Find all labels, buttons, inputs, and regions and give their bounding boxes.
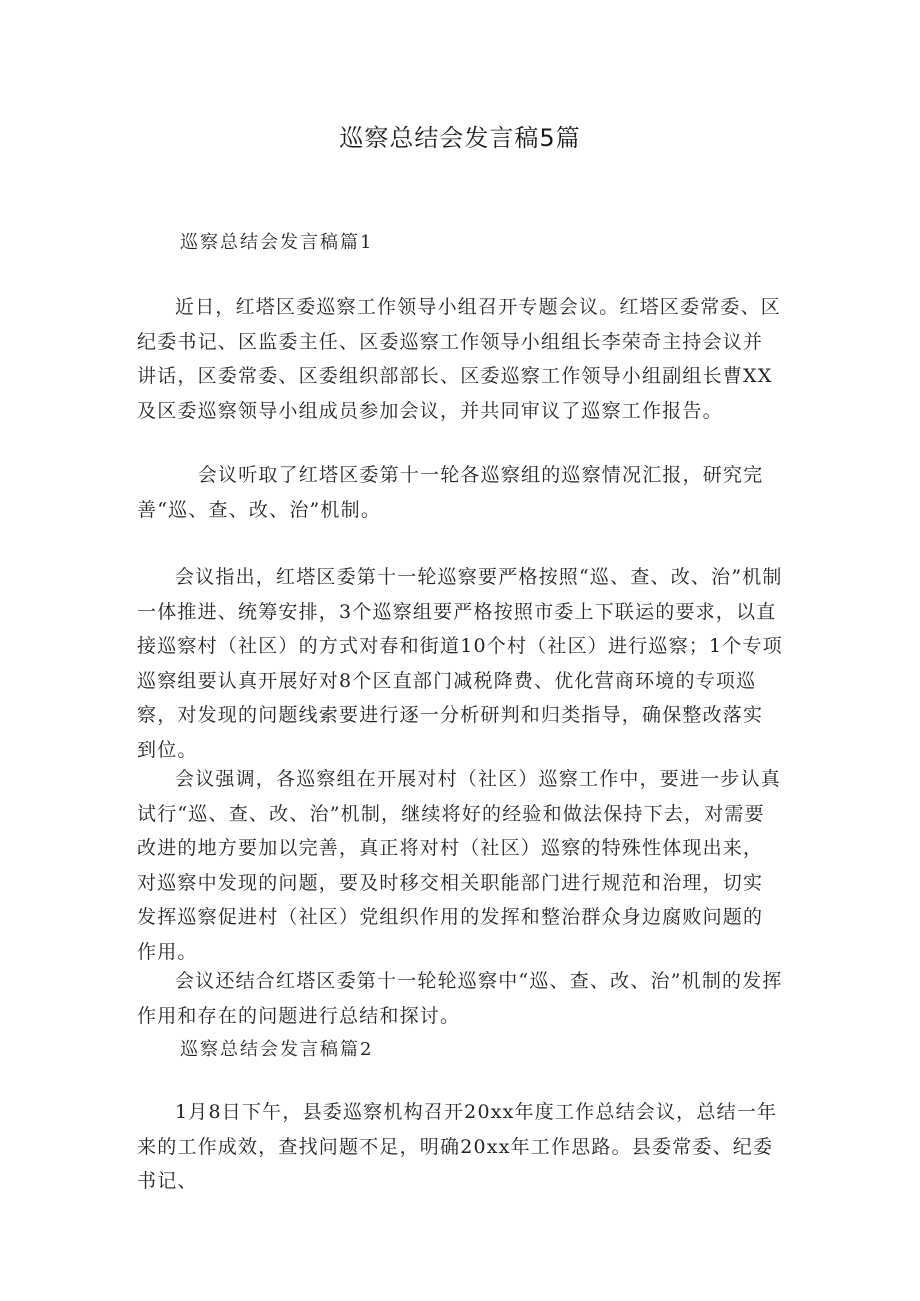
- section-2-heading: 巡察总结会发言稿篇2: [180, 1039, 374, 1060]
- paragraph-3: 会议指出，红塔区委第十一轮巡察要严格按照“巡、查、改、治”机制一体推进、统筹安排，3个巡察组要严格按照市委上下联运的要求，以直接巡察村（社区）的方式对春和街道10个村（社区）进行巡察；1个专项巡察组要认真开展好对8个区直部门减税降费、优化营商环境的专项巡察，对发现的问题线索要进行逐一分析研判和归类指导，确保整改落实到位。: [137, 566, 783, 761]
- section-1-heading: 巡察总结会发言稿篇1: [180, 232, 374, 253]
- paragraph-5: 会议还结合红塔区委第十一轮轮巡察中“巡、查、改、治”机制的发挥作用和存在的问题进行总结和探讨。: [137, 970, 783, 1027]
- document-title: 巡察总结会发言稿5篇: [339, 124, 581, 152]
- paragraph-1: 近日，红塔区委巡察工作领导小组召开专题会议。红塔区委常委、区纪委书记、区监委主任、区委巡察工作领导小组组长李荣奇主持会议并讲话，区委常委、区委组织部部长、区委巡察工作领导小组副组长曹XX及区委巡察领导小组成员参加会议，并共同审议了巡察工作报告。: [137, 296, 782, 422]
- paragraph-6: 1月8日下午，县委巡察机构召开20xx年度工作总结会议，总结一年来的工作成效，查找问题不足，明确20xx年工作思路。县委常委、纪委书记、: [137, 1101, 778, 1192]
- paragraph-4: 会议强调，各巡察组在开展对村（社区）巡察工作中，要进一步认真试行“巡、查、改、治”机制，继续将好的经验和做法保持下去，对需要改进的地方要加以完善，真正将对村（社区）巡察的特殊性体现出来，对巡察中发现的问题，要及时移交相关职能部门进行规范和治理，切实发挥巡察促进村（社区）党组织作用的发挥和整治群众身边腐败问题的作用。: [137, 768, 782, 963]
- paragraph-2: 会议听取了红塔区委第十一轮各巡察组的巡察情况汇报，研究完善“巡、查、改、治”机制。: [137, 464, 764, 521]
